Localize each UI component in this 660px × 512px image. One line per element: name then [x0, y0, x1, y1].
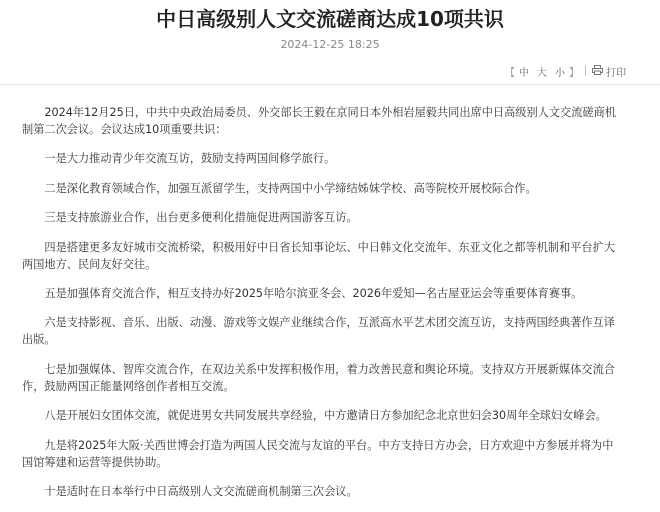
font-size-large-button[interactable]: 中	[519, 67, 529, 79]
paragraph-consensus-9: 九是将2025年大阪·关西世博会打造为两国人民交流与友谊的平台。中方支持日方办会，日方欢迎中方参展并将为中国馆筹建和运营等提供协助。	[22, 438, 614, 469]
paragraph-consensus-10: 十是适时在日本举行中日高级别人文交流磋商机制第三次会议。	[44, 484, 358, 498]
paragraph-consensus-7: 七是加强媒体、智库交流合作，在双边关系中发挥积极作用，着力改善民意和舆论环境。支持双方开展新媒体交流合作，鼓励两国正能量网络创作者相互交流。	[22, 362, 615, 393]
article-body	[22, 104, 616, 512]
printer-icon	[592, 65, 606, 78]
paragraph-consensus-1: 一是大力推动青少年交流互访，鼓励支持两国间修学旅行。	[44, 152, 336, 166]
print-button[interactable]	[592, 64, 626, 79]
print-label: 打印	[606, 67, 626, 79]
paragraph-consensus-6: 六是支持影视、音乐、出版、动漫、游戏等文娱产业继续合作，互派高水平艺术团交流互访，支持两国经典著作互译出版。	[22, 316, 615, 347]
paragraph-consensus-8: 八是开展妇女团体交流，就促进男女共同发展共享经验，中方邀请日方参加纪念北京世妇会30周年全球妇女峰会。	[44, 409, 607, 423]
header-divider	[0, 84, 660, 85]
bracket-open: 【	[505, 67, 515, 79]
paragraph-intro: 2024年12月25日，中共中央政治局委员、外交部长王毅在京同日本外相岩屋毅共同出席中日高级别人文交流磋商机制第二次会议。会议达成10项重要共识：	[22, 106, 616, 136]
font-size-small-button[interactable]: 小	[555, 67, 565, 79]
publish-datetime: 2024-12-25 18:25	[280, 38, 380, 51]
paragraph-consensus-4: 四是搭建更多友好城市交流桥梁，积极用好中日省长知事论坛、中日韩文化交流年、东亚文化之都等机制和平台扩大两国地方、民间友好交往。	[22, 240, 615, 271]
font-size-medium-button[interactable]: 大	[537, 67, 547, 79]
article-title: 中日高级别人文交流磋商达成10项共识	[156, 7, 504, 31]
paragraph-consensus-5: 五是加强体育交流合作，相互支持办好2025年哈尔滨亚冬会、2026年爱知—名古屋亚运会等重要体育赛事。	[44, 286, 583, 300]
bracket-close: 】	[569, 67, 579, 79]
article-toolbar	[505, 63, 626, 79]
toolbar-divider	[585, 66, 586, 76]
paragraph-consensus-3: 三是支持旅游业合作，出台更多便利化措施促进两国游客互访。	[44, 211, 358, 225]
paragraph-consensus-2: 二是深化教育领域合作，加强互派留学生，支持两国中小学缔结姊妹学校、高等院校开展校际合作。	[44, 181, 537, 195]
